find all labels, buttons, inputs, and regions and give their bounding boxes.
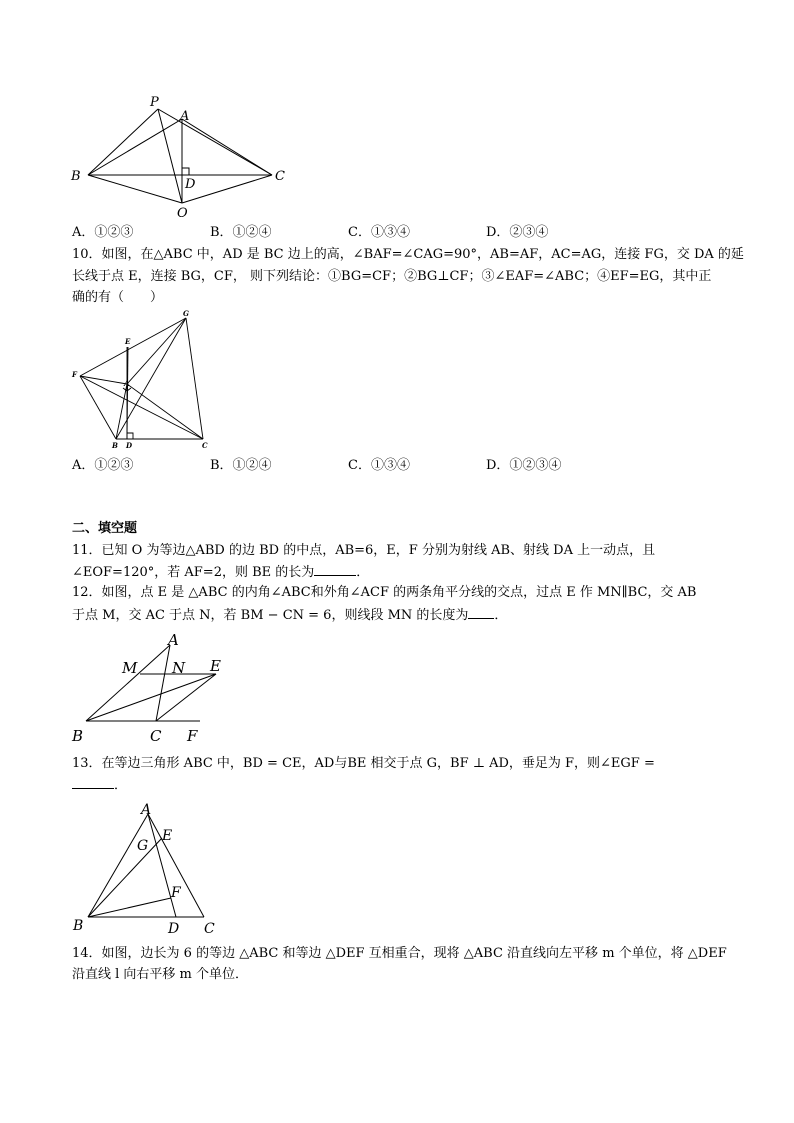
figure-q13 (68, 798, 228, 938)
label-O: O (177, 206, 188, 221)
label-E: E (210, 657, 221, 675)
label-D: D (185, 177, 196, 192)
q14-text-line1: 14．如图，边长为 6 的等边 △ABC 和等边 △DEF 互相重合，现将 △ABC 沿直线向左平移 m 个单位，将 △DEF (72, 946, 727, 961)
q10-text-line2: 长线于点 E，连接 BG，CF， 则下列结论：①BG=CF；②BG⊥CF；③∠EAF=∠ABC；④EF=EG，其中正 (72, 269, 712, 284)
q11-answer-blank[interactable] (314, 563, 356, 576)
label-E: E (125, 337, 131, 346)
label-A: A (124, 379, 130, 388)
label-C: C (202, 441, 208, 450)
figure-q12 (68, 628, 228, 748)
q11-text-line2-main: ∠EOF=120°，若 AF=2，则 BE 的长为 (72, 565, 315, 580)
label-A: A (180, 109, 190, 124)
q14-text-line2: 沿直线 l 向右平移 m 个单位． (72, 967, 249, 982)
q10-option-b[interactable]: B．①②④ (210, 458, 272, 473)
q13-text-line2 (72, 776, 127, 795)
label-G: G (137, 838, 149, 854)
q9-option-c[interactable]: C．①③④ (348, 225, 410, 240)
label-B: B (73, 918, 84, 934)
label-C: C (204, 921, 215, 937)
q12-text-line1: 12．如图，点 E 是 △ABC 的内角∠ABC和外角∠ACF 的两条角平分线的交点，过点 E 作 MN∥BC，交 AB (72, 585, 697, 600)
label-B: B (71, 169, 81, 184)
label-F: F (171, 885, 181, 901)
label-B: B (72, 727, 84, 745)
label-F: F (72, 370, 77, 379)
q13-text-line1: 13．在等边三角形 ABC 中，BD = CE，AD与BE 相交于点 G，BF ⊥ AD，垂足为 F，则∠EGF = (72, 756, 655, 771)
q10-option-d[interactable]: D．①②③④ (486, 458, 562, 473)
label-G: G (183, 309, 189, 318)
label-D: D (126, 441, 133, 450)
section-heading: 二、填空题 (72, 521, 138, 536)
q9-option-d[interactable]: D．②③④ (486, 225, 549, 240)
label-A: A (168, 631, 179, 649)
q11-text-line2-end: ． (356, 565, 370, 580)
label-C: C (275, 169, 285, 184)
label-P: P (150, 95, 159, 110)
q11-text-line2 (72, 563, 369, 582)
q10-text-line3: 确的有（ ） (72, 290, 164, 305)
q10-option-c[interactable]: C．①③④ (348, 458, 410, 473)
q12-text-line2 (72, 606, 507, 625)
label-B: B (112, 441, 118, 450)
q11-text-line1: 11．已知 O 为等边△ABD 的边 BD 的中点，AB=6，E，F 分别为射线 AB、射线 DA 上一动点，且 (72, 543, 656, 558)
figure-q10 (68, 308, 218, 453)
label-F: F (187, 727, 198, 745)
label-A: A (141, 802, 152, 818)
q13-text-line2-end: ． (114, 778, 128, 793)
q10-text-line1: 10．如图，在△ABC 中，AD 是 BC 边上的高，∠BAF=∠CAG=90°，AB=AF，AC=AG，连接 FG，交 DA 的延 (72, 247, 744, 262)
q12-text-line2-end: ． (494, 608, 508, 623)
q9-option-a[interactable]: A．①②③ (72, 225, 134, 240)
q13-answer-blank[interactable] (72, 776, 114, 789)
label-N: N (172, 659, 186, 677)
q10-option-a[interactable]: A．①②③ (72, 458, 134, 473)
q9-option-b[interactable]: B．①②④ (210, 225, 272, 240)
label-D: D (168, 921, 180, 937)
q12-answer-blank[interactable] (468, 606, 494, 619)
q12-text-line2-main: 于点 M，交 AC 于点 N，若 BM − CN = 6，则线段 MN 的长度为 (72, 608, 469, 623)
label-E: E (162, 828, 173, 844)
figure-q9 (68, 92, 298, 222)
label-M: M (122, 659, 138, 677)
label-C: C (150, 727, 162, 745)
